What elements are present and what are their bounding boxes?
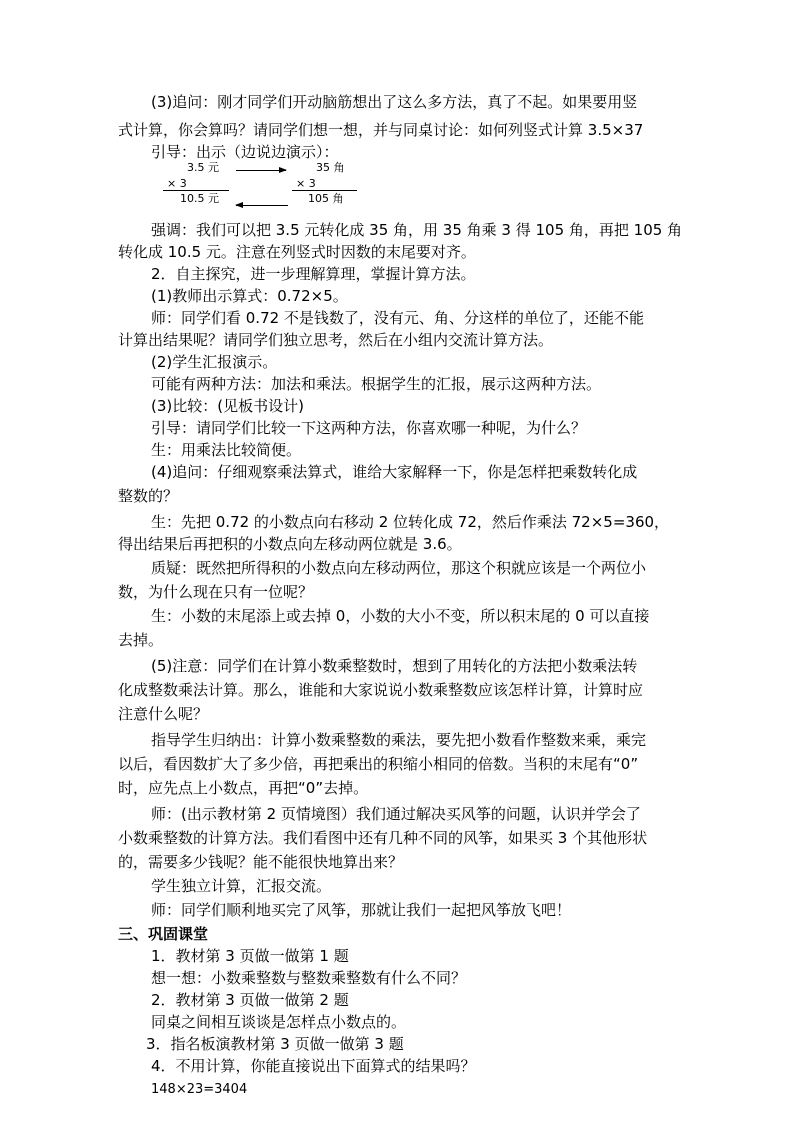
text-line: 数，为什么现在只有一位呢？: [118, 583, 314, 601]
text-line: 小数乘整数的计算方法。我们看图中还有几种不同的风筝，如果买 3 个其他形状: [118, 829, 648, 847]
calc-right-multiplier: × 3: [296, 177, 316, 190]
text-line: 质疑：既然把所得积的小数点向左移动两位，那这个积就应该是一个两位小: [151, 559, 647, 577]
calc-left-line: [163, 190, 229, 191]
text-line: 指导学生归纳出：计算小数乘整数的乘法，要先把小数看作整数来乘，乘完: [151, 731, 647, 749]
text-line: 生：先把 0.72 的小数点向右移动 2 位转化成 72，然后作乘法 72×5=360，: [151, 513, 670, 531]
text-line: 可能有两种方法：加法和乘法。根据学生的汇报，展示这两种方法。: [151, 375, 602, 393]
text-line: 2．自主探究，进一步理解算理，掌握计算方法。: [151, 265, 476, 283]
calc-right-top: 35 角: [316, 161, 345, 174]
text-line: 4．不用计算，你能直接说出下面算式的结果吗？: [151, 1057, 476, 1075]
section-heading: 三、巩固课堂: [118, 925, 209, 943]
text-line: 去掉。: [118, 631, 164, 649]
arrow-left-icon: [236, 205, 288, 206]
calc-left-top: 3.5 元: [187, 161, 219, 174]
text-line: 时，应先点上小数点，再把“0”去掉。: [118, 779, 369, 797]
calc-right-line: [292, 190, 357, 191]
text-line: (1)教师出示算式：0.72×5。: [151, 287, 348, 305]
text-line: 3．指名板演教材第 3 页做一做第 3 题: [146, 1035, 404, 1053]
text-line: 师：同学们顺利地买完了风筝，那就让我们一起把风筝放飞吧！: [151, 901, 572, 919]
text-line: 引导：出示（边说边演示）：: [151, 143, 339, 161]
calc-left-result: 10.5 元: [180, 192, 219, 205]
text-line: 师：同学们看 0.72 不是钱数了，没有元、角、分这样的单位了，还能不能: [151, 309, 644, 327]
text-line: 式计算，你会算吗？请同学们想一想，并与同桌讨论：如何列竖式计算 3.5×37: [118, 121, 644, 139]
text-line: 想一想：小数乘整数与整数乘整数有什么不同？: [151, 969, 467, 987]
text-line: (4)追问：仔细观察乘法算式，谁给大家解释一下，你是怎样把乘数转化成: [151, 463, 638, 481]
text-line: 以后，看因数扩大了多少倍，再把乘出的积缩小相同的倍数。当积的末尾有“0”: [118, 755, 639, 773]
text-line: (2)学生汇报演示。: [151, 353, 278, 371]
text-line: 2．教材第 3 页做一做第 2 题: [151, 991, 349, 1009]
text-line: 的，需要多少钱呢？能不能很快地算出来？: [118, 853, 404, 871]
text-line: 注意什么呢？: [118, 705, 209, 723]
text-line: 引导：请同学们比较一下这两种方法，你喜欢哪一种呢，为什么？: [151, 419, 587, 437]
text-line: 师：(出示教材第 2 页情境图）我们通过解决买风筝的问题，认识并学会了: [151, 805, 641, 823]
text-line: (5)注意：同学们在计算小数乘整数时，想到了用转化的方法把小数乘法转: [151, 657, 638, 675]
text-line: 整数的？: [118, 487, 179, 505]
text-line: 1．教材第 3 页做一做第 1 题: [151, 947, 349, 965]
text-line: 同桌之间相互谈谈是怎样点小数点的。: [151, 1013, 407, 1031]
text-line: 生：小数的末尾添上或去掉 0，小数的大小不变，所以积末尾的 0 可以直接: [151, 607, 650, 625]
text-line: 计算出结果呢？请同学们独立思考，然后在小组内交流计算方法。: [118, 331, 554, 349]
text-line: (3)追问：刚才同学们开动脑筋想出了这么多方法，真了不起。如果要用竖: [151, 93, 638, 111]
text-line: 转化成 10.5 元。注意在列竖式时因数的末尾要对齐。: [118, 243, 476, 261]
text-line: 生：用乘法比较简便。: [151, 441, 302, 459]
text-line: 强调：我们可以把 3.5 元转化成 35 角，用 35 角乘 3 得 105 角，再把 105 角: [151, 221, 683, 239]
calc-right-result: 105 角: [308, 192, 344, 205]
arrow-right-icon: [236, 170, 286, 171]
text-line: 化成整数乘法计算。那么，谁能和大家说说小数乘整数应该怎样计算，计算时应: [118, 681, 644, 699]
text-line: (3)比较：(见板书设计): [151, 397, 304, 415]
text-line: 学生独立计算，汇报交流。: [151, 877, 332, 895]
text-line: 148×23=3404: [151, 1082, 248, 1097]
text-line: 得出结果后再把积的小数点向左移动两位就是 3.6。: [118, 535, 462, 553]
calc-left-multiplier: × 3: [167, 177, 187, 190]
